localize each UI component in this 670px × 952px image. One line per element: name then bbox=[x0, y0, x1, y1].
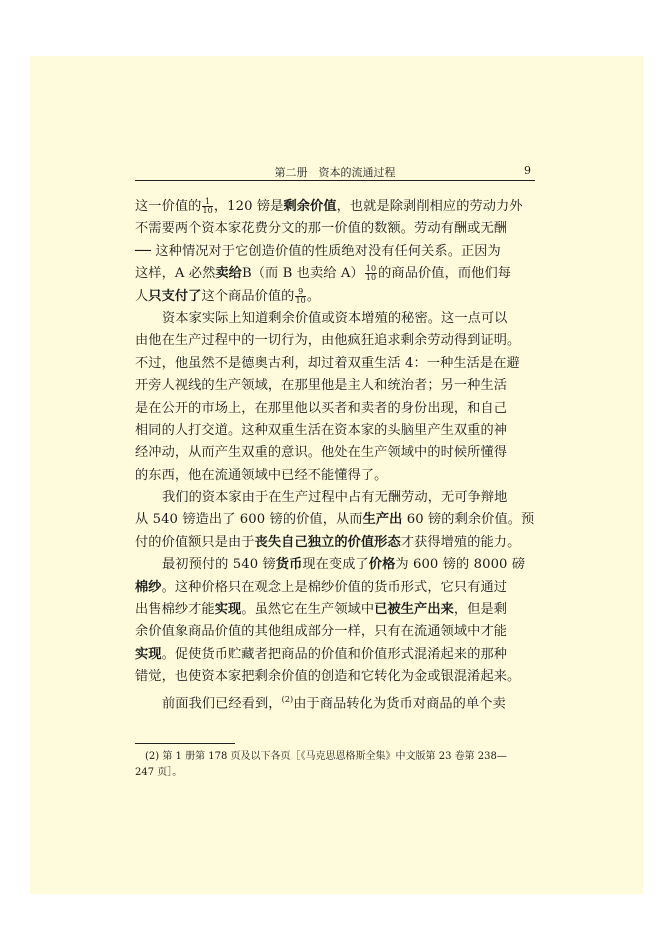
text-span: 出售棉纱才能 bbox=[135, 602, 215, 618]
body-line bbox=[135, 577, 535, 599]
body-line: 不需要两个资本家花费分文的那一价值的数额。劳动有酬或无酬 bbox=[135, 221, 508, 237]
fraction-denominator: 10 bbox=[295, 295, 306, 305]
bold-term: 卖给 bbox=[215, 266, 242, 282]
body-line: 是在公开的市场上，在那里他以买者和卖者的身份出现，和自己 bbox=[135, 400, 508, 416]
footnote-text: 第 1 册第 178 页及以下各页［《马克思恩格斯全集》中文版第 23 卷第 238— bbox=[162, 751, 507, 762]
body-line bbox=[135, 689, 535, 711]
body-text bbox=[135, 196, 535, 711]
bold-term: 已被生产出来 bbox=[374, 602, 454, 618]
fraction-denominator: 10 bbox=[202, 206, 213, 215]
text-span: 。促使货币贮藏者把商品的价值和价值形式混淆起来的那种 bbox=[161, 646, 508, 662]
text-span: 的商品价值，而他们每 bbox=[378, 266, 512, 282]
text-span: 现在变成了 bbox=[302, 557, 369, 573]
footnote-ref[interactable]: (2) bbox=[281, 694, 294, 704]
text-span: ，也就是除剥削相应的劳动力外 bbox=[336, 199, 523, 214]
bold-term: 剩余价值 bbox=[283, 199, 337, 214]
footnote-rule bbox=[135, 743, 235, 744]
text-span: 从 540 镑造出了 600 镑的价值，从而 bbox=[135, 512, 363, 528]
body-line: 资本家实际上知道剩余价值或资本增殖的秘密。这一点可以 bbox=[162, 310, 508, 326]
text-span: 由于商品转化为货币对商品的单个卖 bbox=[293, 695, 506, 711]
fraction-numerator: 1 bbox=[202, 198, 212, 207]
bold-term: 生产出 bbox=[362, 512, 403, 528]
bold-term: 实现 bbox=[214, 602, 242, 618]
text-span: ，120 镑是 bbox=[213, 199, 284, 214]
body-line: 不过，他虽然不是德奥古利，却过着双重生活 4：一种生活是在避 bbox=[135, 355, 520, 371]
header-title: 第二册 资本的流通过程 bbox=[274, 166, 396, 179]
body-line bbox=[135, 599, 535, 621]
fraction-numerator: 9 bbox=[295, 288, 305, 297]
body-line bbox=[135, 644, 535, 666]
text-span: 人 bbox=[135, 288, 149, 304]
body-line bbox=[135, 532, 535, 554]
footnote-line bbox=[135, 749, 535, 765]
body-line: 的东西，他在流通领域中已经不能懂得了。 bbox=[135, 467, 388, 483]
text-span: 。这种价格只在观念上是棉纱价值的货币形式，它只有通过 bbox=[161, 579, 508, 595]
text-span: 。 bbox=[306, 288, 321, 304]
text-span: 这个商品价值的 bbox=[201, 288, 295, 304]
body-line: 我们的资本家由于在生产过程中占有无酬劳动，无可争辩地 bbox=[162, 490, 508, 506]
bold-term: 棉纱 bbox=[135, 579, 162, 595]
body-line: 开旁人视线的生产领域，在那里他是主人和统治者；另一种生活 bbox=[135, 378, 508, 394]
text-span: 这一价值的 bbox=[135, 199, 202, 214]
bold-term: 只支付了 bbox=[148, 288, 202, 304]
body-line: ── 这种情况对于它创造价值的性质绝对没有任何关系。正因为 bbox=[135, 243, 501, 259]
text-span: 为 600 镑的 8000 磅 bbox=[395, 557, 526, 573]
bold-term: 实现 bbox=[135, 646, 162, 662]
body-line: 由他在生产过程中的一切行为，由他疯狂追求剩余劳动得到证明。 bbox=[135, 333, 521, 349]
body-line: 经冲动，从而产生双重的意识。他处在生产领域中的时候所懂得 bbox=[135, 445, 508, 461]
footnote-marker: (2) bbox=[145, 751, 160, 762]
bold-term: 丧失自己独立的价值形态 bbox=[254, 534, 401, 550]
body-line: 错觉，也使资本家把剩余价值的创造和它转化为金或银混淆起来。 bbox=[135, 669, 521, 685]
text-span: 这样，A 必然 bbox=[135, 266, 216, 282]
footnote-line: 247 页］。 bbox=[135, 767, 183, 778]
text-span: 。虽然它在生产领域中 bbox=[241, 602, 375, 618]
text-span: 付的价值额只是由于 bbox=[135, 534, 255, 550]
body-line bbox=[135, 509, 535, 531]
fraction-ten-tenths bbox=[365, 265, 377, 282]
text-span: ，但是剩 bbox=[453, 602, 508, 618]
bold-term: 货币 bbox=[275, 557, 303, 573]
text-span: 才获得增殖的能力。 bbox=[400, 534, 521, 550]
footnote bbox=[135, 749, 535, 781]
running-header bbox=[135, 164, 535, 180]
fraction-numerator: 10 bbox=[365, 264, 377, 274]
text-span: B（而 B 也卖给 A） bbox=[241, 266, 364, 282]
text-span: 最初预付的 540 镑 bbox=[162, 557, 276, 573]
bold-term: 价格 bbox=[368, 557, 396, 573]
body-line: 相同的人打交道。这种双重生活在资本家的头脑里产生双重的神 bbox=[135, 422, 508, 438]
text-span: 前面我们已经看到， bbox=[162, 695, 282, 711]
body-line bbox=[135, 554, 535, 576]
fraction-nine-tenths bbox=[295, 288, 305, 305]
fraction-denominator: 10 bbox=[365, 273, 377, 283]
header-rule bbox=[135, 180, 535, 181]
page-number: 9 bbox=[524, 164, 531, 177]
fraction-one-tenth bbox=[202, 198, 212, 215]
body-line bbox=[135, 263, 535, 285]
body-line bbox=[135, 196, 535, 218]
body-line bbox=[135, 286, 535, 308]
body-line: 余价值象商品价值的其他组成部分一样，只有在流通领域中才能 bbox=[135, 624, 508, 640]
text-span: 60 镑的剩余价值。预 bbox=[402, 512, 535, 528]
